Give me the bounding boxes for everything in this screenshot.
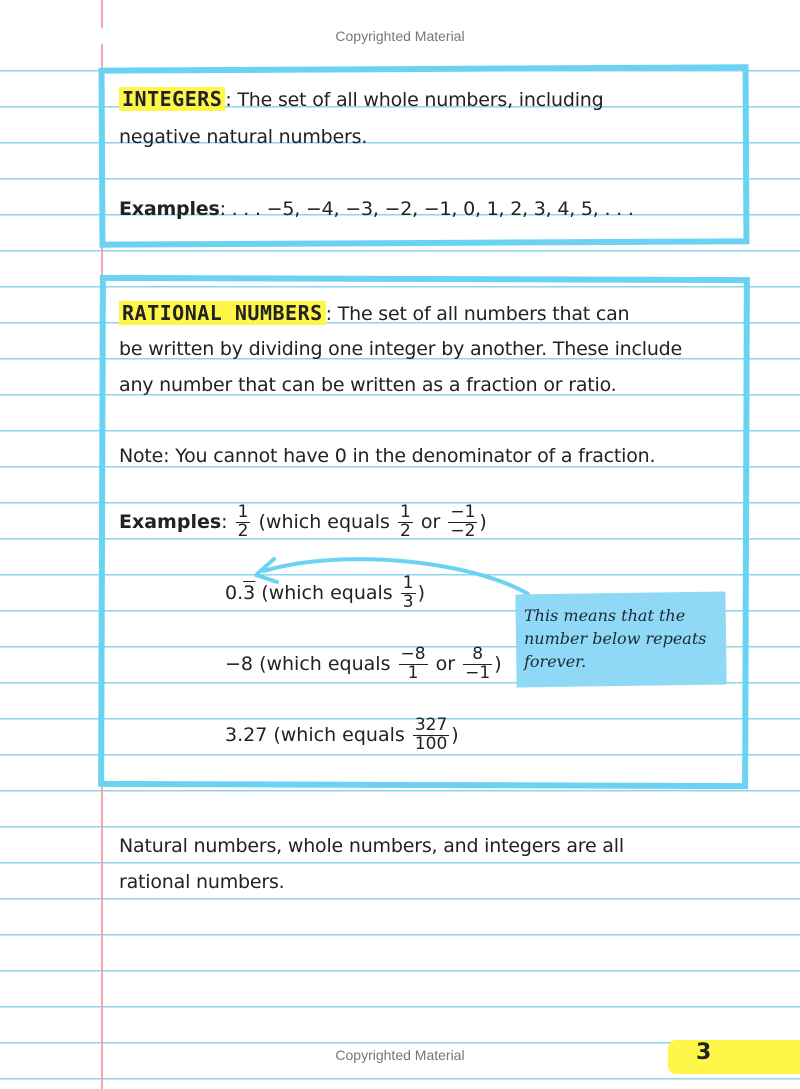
which-equals-text: (which equals (273, 723, 405, 746)
which-equals-text: (which equals (258, 510, 390, 533)
rational-definition-1: The set of all numbers that can (337, 303, 630, 325)
integers-colon: : (225, 89, 232, 111)
close-paren: ) (494, 652, 502, 675)
fraction-denominator: 2 (399, 520, 411, 541)
rational-examples-label: Examples (119, 510, 222, 533)
integers-definition-2: negative natural numbers. (119, 126, 368, 148)
rational-note: Note: You cannot have 0 in the denominator of a fraction. (119, 445, 656, 467)
integers-definition-1: The set of all whole numbers, including (237, 89, 604, 111)
decimal-lead: 0. (225, 581, 244, 604)
page-number: 3 (696, 1040, 712, 1065)
fraction-numerator: −1 (450, 502, 476, 522)
integers-examples-colon: : (219, 198, 226, 220)
close-paren: ) (451, 723, 459, 746)
copyright-bottom: Copyrighted Material (335, 1047, 465, 1063)
integers-examples-label: Examples (119, 198, 220, 220)
repeating-digit: 3 (243, 581, 256, 604)
fraction-numerator: 1 (402, 573, 414, 593)
fraction-denominator: −2 (450, 520, 476, 541)
fraction-numerator: −8 (400, 644, 426, 664)
fraction-numerator: 8 (463, 646, 492, 665)
or-text: or (420, 510, 441, 533)
rational-definition-3: any number that can be written as a fraction or ratio. (119, 374, 617, 396)
fraction-numerator: 1 (237, 502, 249, 522)
fraction-denominator: 2 (237, 520, 249, 541)
which-equals-text: (which equals (259, 652, 391, 675)
fraction-denominator: 3 (402, 591, 414, 612)
which-equals-text: (which equals (261, 581, 393, 604)
fraction-numerator: 1 (399, 502, 411, 522)
summary-line-1: Natural numbers, whole numbers, and integers are all (119, 835, 624, 857)
close-paren: ) (479, 510, 487, 533)
rational-term: RATIONAL NUMBERS (119, 301, 326, 325)
integers-term: INTEGERS (119, 87, 225, 111)
copyright-top: Copyrighted Material (0, 28, 800, 44)
close-paren: ) (417, 581, 425, 604)
summary-line-2: rational numbers. (119, 871, 285, 893)
example-value: 3.27 (225, 723, 268, 746)
callout-note-text: This means that the number below repeats forever. (524, 606, 707, 671)
or-text: or (435, 652, 456, 675)
rational-examples-colon: : (221, 510, 228, 533)
fraction-denominator: −1 (465, 662, 491, 683)
fraction-denominator: 100 (414, 733, 448, 754)
fraction-denominator: 1 (407, 662, 419, 683)
rational-definition-2: be written by dividing one integer by another. These include (119, 338, 683, 360)
page-number-tab (668, 1040, 800, 1074)
integers-examples-list: . . . −5, −4, −3, −2, −1, 0, 1, 2, 3, 4, 5, . . . (231, 198, 634, 220)
rational-colon: : (325, 303, 332, 325)
example-value: −8 (225, 652, 254, 675)
fraction-numerator: 327 (414, 715, 448, 735)
